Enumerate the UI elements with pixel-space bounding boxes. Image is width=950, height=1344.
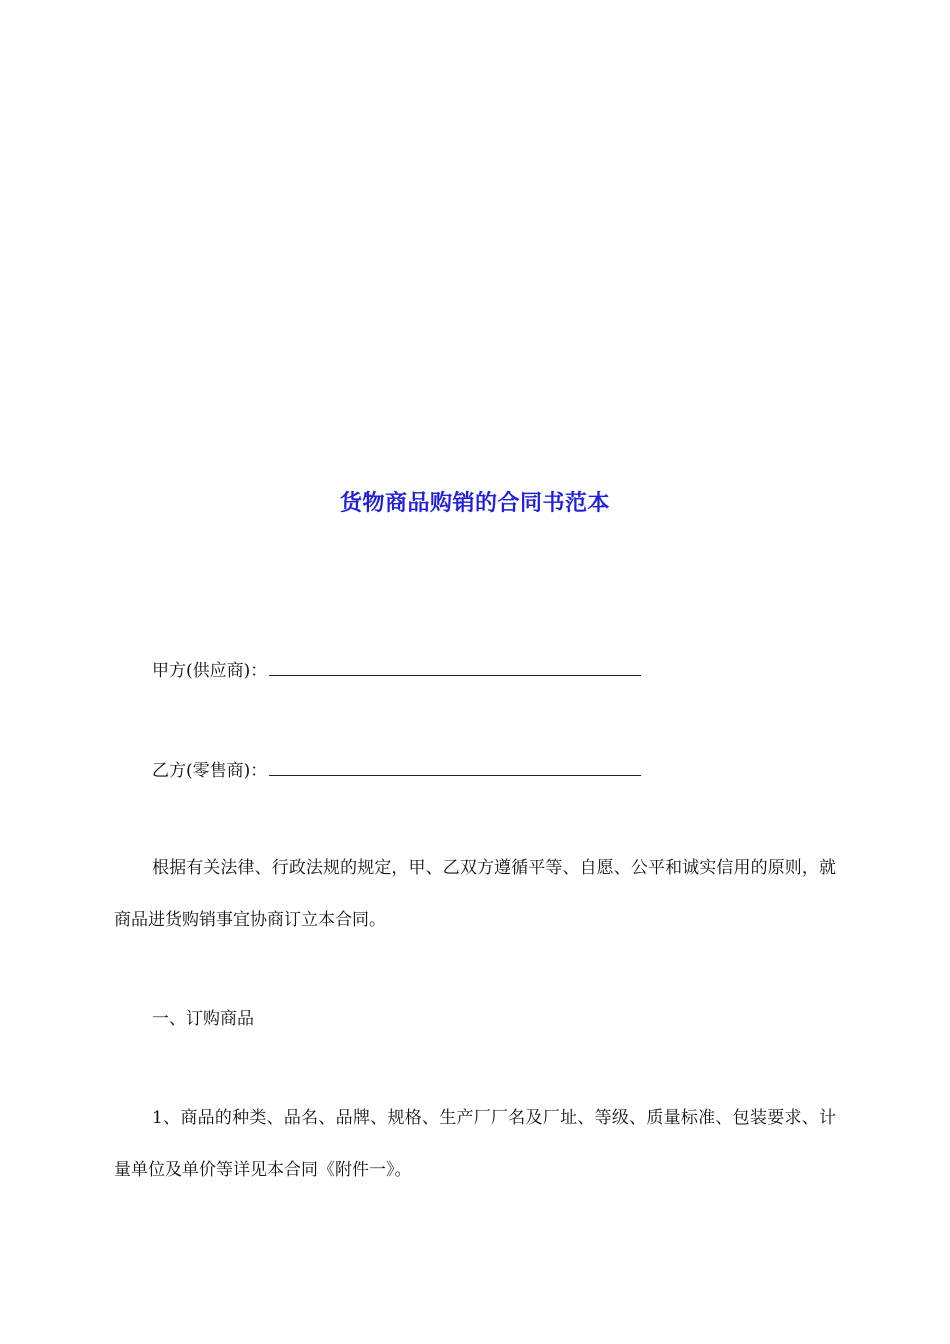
- section1-item1-paragraph: 1、商品的种类、品名、品牌、规格、生产厂厂名及厂址、等级、质量标准、包装要求、计量单位及单价等详见本合同《附件一》。: [114, 1108, 836, 1180]
- document-title: 货物商品购销的合同书范本: [339, 490, 610, 516]
- party-b-label: 乙方(零售商)：: [152, 761, 268, 781]
- party-a-field: [152, 659, 641, 683]
- party-b-field: [152, 759, 641, 783]
- party-b-blank-line: [269, 759, 641, 776]
- intro-paragraph: 根据有关法律、行政法规的规定，甲、乙双方遵循平等、自愿、公平和诚实信用的原则，就商品进货购销事宜协商订立本合同。: [114, 858, 836, 930]
- section-heading-order-goods: 一、订购商品: [152, 1009, 254, 1029]
- party-a-label: 甲方(供应商)：: [152, 661, 268, 681]
- party-a-blank-line: [269, 659, 641, 676]
